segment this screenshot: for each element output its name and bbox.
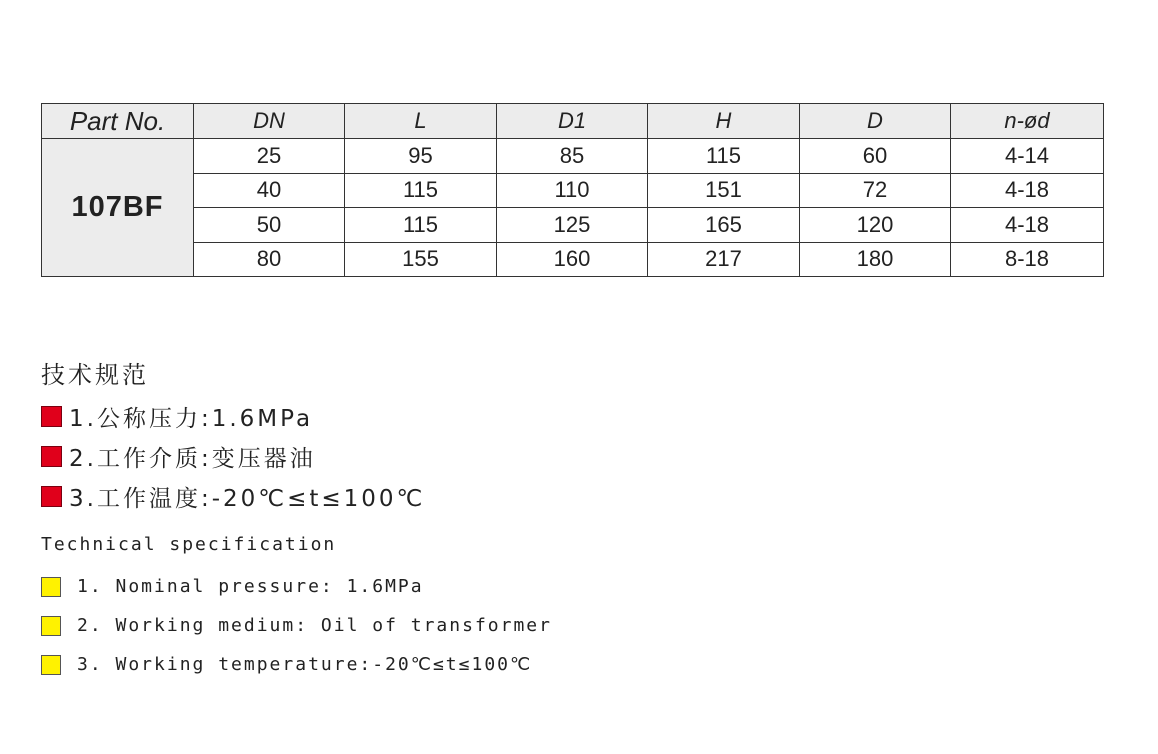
header-h: H: [648, 104, 800, 139]
spec-cn-item-text: 1.公称压力:1.6MPa: [69, 405, 314, 432]
table-cell: 165: [648, 208, 800, 243]
yellow-square-icon: [41, 655, 61, 675]
red-square-icon: [41, 406, 62, 427]
list-item: [41, 436, 425, 476]
yellow-square-icon: [41, 616, 61, 636]
table-cell: 115: [648, 139, 800, 174]
header-l: L: [345, 104, 497, 139]
red-square-icon: [41, 486, 62, 507]
table-cell: 115: [345, 208, 497, 243]
table-cell: 180: [800, 242, 951, 277]
table-cell: 120: [800, 208, 951, 243]
yellow-square-icon: [41, 577, 61, 597]
model-cell: 107BF: [42, 139, 194, 277]
spec-cn-list: [41, 396, 425, 516]
table-cell: 25: [194, 139, 345, 174]
table-cell: 72: [800, 173, 951, 208]
table-row: [42, 242, 1104, 277]
spec-cn-title: 技术规范: [41, 361, 149, 389]
list-item: [41, 567, 552, 606]
table-cell: 160: [497, 242, 648, 277]
table-cell: 125: [497, 208, 648, 243]
spec-en-item-text: 2. Working medium: Oil of transformer: [77, 615, 552, 636]
table-cell: 217: [648, 242, 800, 277]
table-cell: 4-18: [951, 208, 1104, 243]
header-d: D: [800, 104, 951, 139]
table-cell: 60: [800, 139, 951, 174]
spec-cn-item-text: 3.工作温度:-20℃≤t≤100℃: [69, 485, 426, 512]
table-cell: 80: [194, 242, 345, 277]
header-dn: DN: [194, 104, 345, 139]
header-n-d: n-ød: [951, 104, 1104, 139]
list-item: [41, 645, 552, 684]
table-cell: 50: [194, 208, 345, 243]
table-row: [42, 208, 1104, 243]
table-row: [42, 173, 1104, 208]
table-cell: 4-18: [951, 173, 1104, 208]
header-part-no: Part No.: [42, 104, 194, 139]
table-cell: 95: [345, 139, 497, 174]
spec-en-list: [41, 567, 552, 684]
table-header-row: [42, 104, 1104, 139]
table-cell: 155: [345, 242, 497, 277]
spec-en-title: Technical specification: [41, 534, 337, 555]
list-item: [41, 476, 425, 516]
table-cell: 8-18: [951, 242, 1104, 277]
spec-table: [41, 103, 1104, 277]
red-square-icon: [41, 446, 62, 467]
table-cell: 4-14: [951, 139, 1104, 174]
list-item: [41, 396, 425, 436]
spec-en-item-text: 1. Nominal pressure: 1.6MPa: [77, 576, 424, 597]
list-item: [41, 606, 552, 645]
table-cell: 40: [194, 173, 345, 208]
spec-en-item-text: 3. Working temperature:-20℃≤t≤100℃: [77, 654, 533, 675]
spec-cn-item-text: 2.工作介质:变压器油: [69, 445, 316, 472]
table-row: [42, 139, 1104, 174]
table-cell: 151: [648, 173, 800, 208]
table-cell: 115: [345, 173, 497, 208]
table-cell: 85: [497, 139, 648, 174]
header-d1: D1: [497, 104, 648, 139]
table-cell: 110: [497, 173, 648, 208]
